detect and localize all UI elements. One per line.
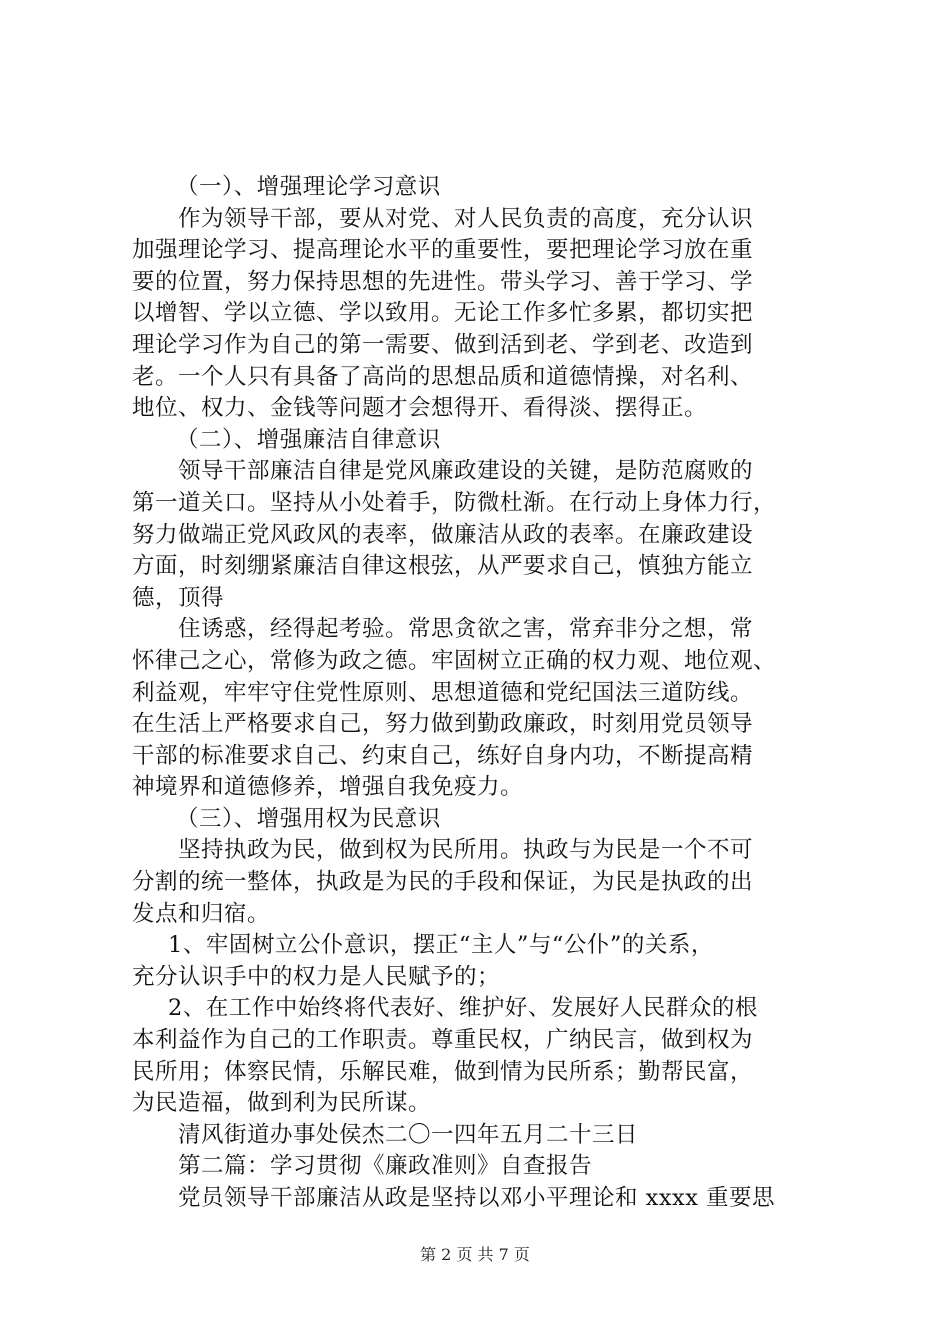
paragraph-line: 住诱惑，经得起考验。常思贪欲之害，常弃非分之想，常 [178,616,754,643]
paragraph-line: 在生活上严格要求自己，努力做到勤政廉政，时刻用党员领导 [132,711,754,738]
list-item-1-line: 1、牢固树立公仆意识，摆正“主人”与“公仆”的关系， [168,932,714,959]
paragraph-line: 德，顶得 [132,584,225,611]
document-body [132,172,832,1215]
list-item-2-line: 民所用；体察民情，乐解民难，做到情为民所系；勤帮民富， [132,1058,754,1085]
paragraph-line: 老。一个人只有具备了高尚的思想品质和道德情操，对名利、 [132,363,754,390]
section-heading-3: （三）、增强用权为民意识 [176,805,441,832]
section-heading-1: （一）、增强理论学习意识 [176,174,441,200]
paragraph-line: 发点和归宿。 [132,900,271,927]
paragraph-line: 神境界和道德修养，增强自我免疫力。 [132,774,524,801]
list-item-2-line: 本利益作为自己的工作职责。尊重民权，广纳民言，做到权为 [132,1027,754,1054]
paragraph-line: 干部的标准要求自己、约束自己，练好自身内功，不断提高精 [132,742,754,769]
paragraph-line: 作为领导干部，要从对党、对人民负责的高度，充分认识 [178,205,754,232]
chapter-title: 第二篇：学习贯彻《廉政准则》自查报告 [178,1153,593,1180]
paragraph-line: 第一道关口。坚持从小处着手，防微杜渐。在行动上身体力行， [132,489,777,516]
paragraph-line: 领导干部廉洁自律是党风廉政建设的关键，是防范腐败的 [178,458,754,485]
paragraph-line: 分割的统一整体，执政是为民的手段和保证，为民是执政的出 [132,869,754,896]
paragraph-line: 利益观，牢牢守住党性原则、思想道德和党纪国法三道防线。 [132,679,754,706]
paragraph-line: 努力做端正党风政风的表率，做廉洁从政的表率。在廉政建设 [132,521,754,548]
paragraph-line: 加强理论学习、提高理论水平的重要性，要把理论学习放在重 [132,237,754,264]
signature-line: 清风街道办事处侯杰二〇一四年五月二十三日 [178,1121,639,1148]
section-heading-2: （二）、增强廉洁自律意识 [176,426,441,453]
list-item-1-line: 充分认识手中的权力是人民赋予的； [132,963,501,990]
paragraph-line: 怀律己之心，常修为政之德。牢固树立正确的权力观、地位观、 [132,647,777,674]
paragraph-line: 理论学习作为自己的第一需要、做到活到老、学到老、改造到 [132,331,754,358]
paragraph-line: 要的位置，努力保持思想的先进性。带头学习、善于学习、学 [132,268,754,295]
page-number-footer: 第 2 页 共 7 页 [420,1245,530,1264]
paragraph-line: 地位、权力、金钱等问题才会想得开、看得淡、摆得正。 [132,395,708,422]
list-item-2-line: 为民造福，做到利为民所谋。 [132,1090,432,1117]
list-item-2-line: 2、在工作中始终将代表好、维护好、发展好人民群众的根 [168,995,758,1022]
paragraph-line: 党员领导干部廉洁从政是坚持以邓小平理论和 xxxx 重要思 [178,1185,776,1211]
paragraph-line: 以增智、学以立德、学以致用。无论工作多忙多累，都切实把 [132,300,754,327]
paragraph-line: 方面，时刻绷紧廉洁自律这根弦，从严要求自己，慎独方能立 [132,553,754,580]
paragraph-line: 坚持执政为民，做到权为民所用。执政与为民是一个不可 [178,837,754,864]
